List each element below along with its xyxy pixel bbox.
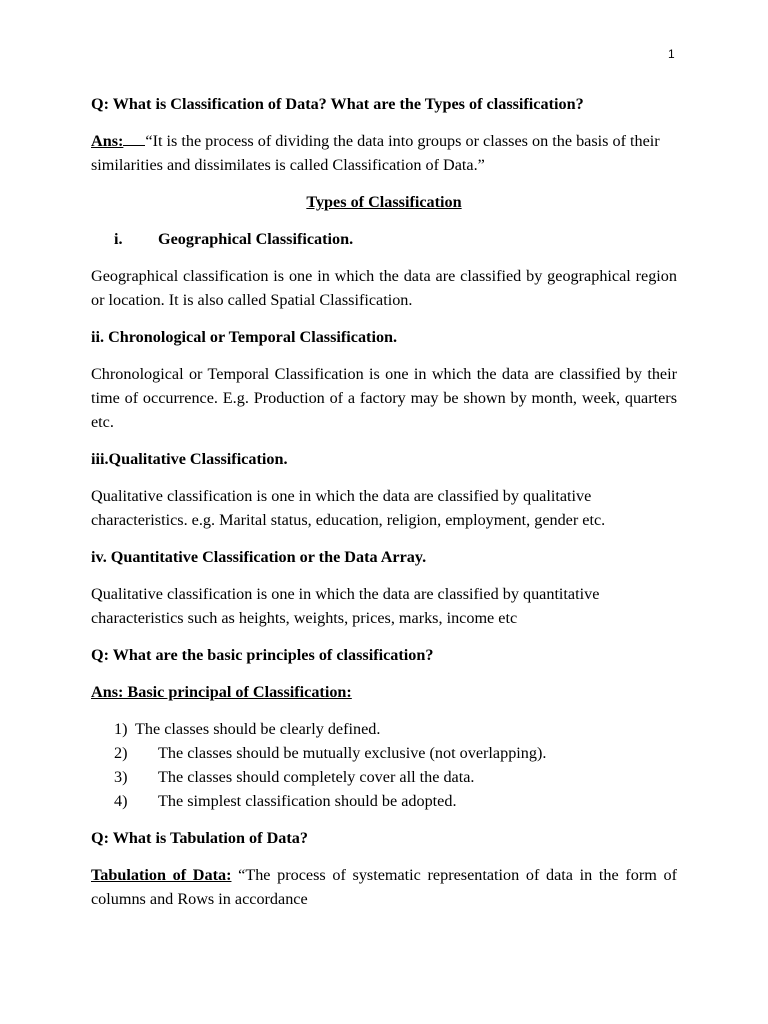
answer-label: Ans: bbox=[91, 132, 124, 150]
type-body-geographical: Geographical classification is one in which the data are classified by geographical region or location. It is also called Spatial Classification. bbox=[91, 267, 677, 309]
types-heading: Types of Classification bbox=[306, 193, 462, 211]
list-item bbox=[91, 717, 677, 741]
list-text: The classes should completely cover all the data. bbox=[158, 768, 475, 786]
tabulation-text: “The process of systematic representation of data in the form of columns and Rows in accordance bbox=[91, 866, 677, 908]
tabulation-label: Tabulation of Data: bbox=[91, 866, 232, 884]
list-item bbox=[91, 765, 677, 789]
type-heading-quantitative: iv. Quantitative Classification or the Data Array. bbox=[91, 548, 427, 566]
type-heading-chronological: ii. Chronological or Temporal Classification. bbox=[91, 328, 398, 346]
list-number: 4) bbox=[114, 792, 128, 810]
answer-tabulation bbox=[91, 863, 677, 911]
list-text: The classes should be clearly defined. bbox=[135, 720, 381, 738]
roman-numeral: i. bbox=[114, 230, 123, 248]
answer-underline-gap bbox=[123, 130, 145, 146]
list-item bbox=[91, 789, 677, 813]
document-body bbox=[91, 92, 677, 924]
answer-principles-heading: Ans: Basic principal of Classification: bbox=[91, 683, 352, 701]
type-body-qualitative: Qualitative classification is one in which the data are classified by qualitative characteristics. e.g. Marital status, education, religion, employment, gender etc. bbox=[91, 487, 606, 529]
question-tabulation: Q: What is Tabulation of Data? bbox=[91, 829, 308, 847]
list-text: The classes should be mutually exclusive (not overlapping). bbox=[158, 744, 547, 762]
principles-list bbox=[91, 717, 677, 813]
answer-classification bbox=[91, 129, 677, 177]
list-item bbox=[91, 741, 677, 765]
page-number: 1 bbox=[668, 47, 675, 61]
type-body-quantitative: Qualitative classification is one in which the data are classified by quantitative characteristics such as heights, weights, prices, marks, income etc bbox=[91, 585, 600, 627]
answer-text: “It is the process of dividing the data into groups or classes on the basis of their similarities and dissimilates is called Classification of Data.” bbox=[91, 132, 660, 174]
list-text: The simplest classification should be adopted. bbox=[158, 792, 457, 810]
question-classification: Q: What is Classification of Data? What are the Types of classification? bbox=[91, 95, 584, 113]
question-principles: Q: What are the basic principles of classification? bbox=[91, 646, 434, 664]
type-body-chronological: Chronological or Temporal Classification is one in which the data are classified by their time of occurrence. E.g. Production of a factory may be shown by month, week, quarters etc. bbox=[91, 365, 677, 431]
list-number: 3) bbox=[114, 768, 128, 786]
list-number: 1) bbox=[114, 720, 128, 738]
type-title: Geographical Classification. bbox=[158, 230, 354, 248]
list-number: 2) bbox=[114, 744, 128, 762]
type-heading-qualitative: iii.Qualitative Classification. bbox=[91, 450, 288, 468]
type-heading-geographical bbox=[91, 227, 677, 251]
